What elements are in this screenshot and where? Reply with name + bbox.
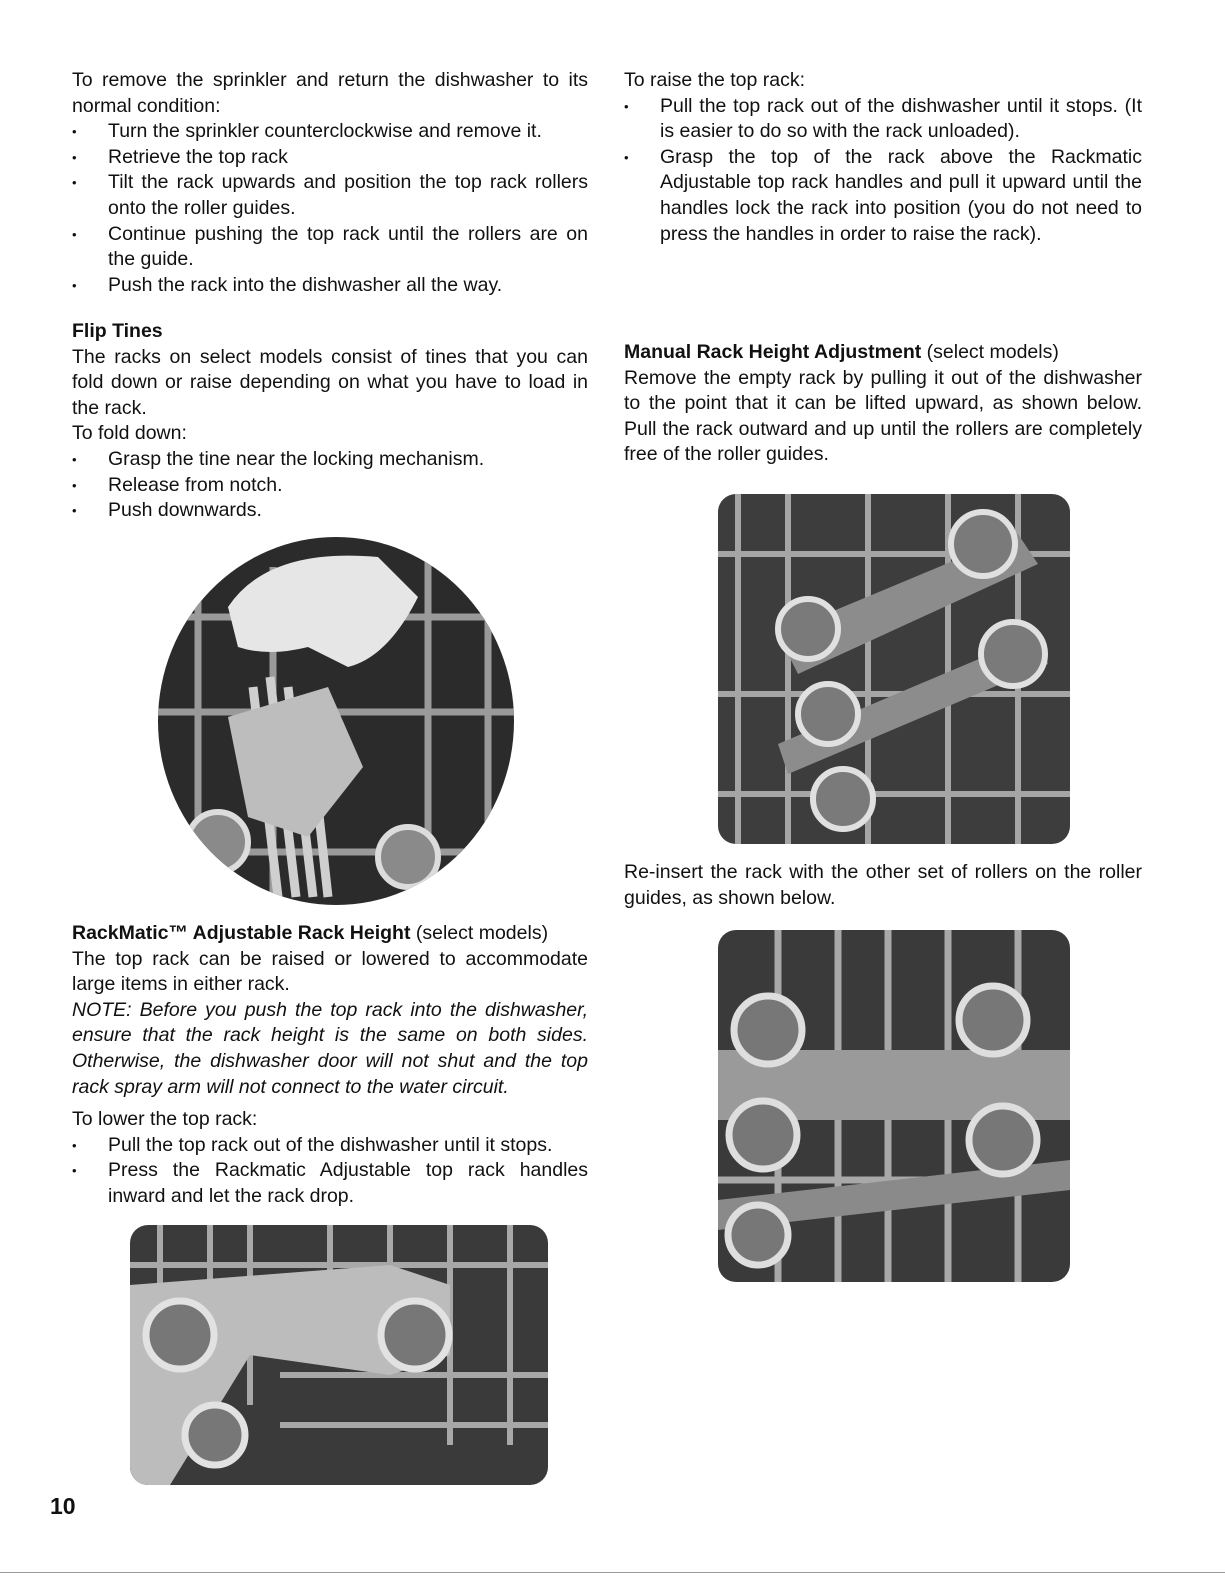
heading-qualifier: (select models): [921, 341, 1059, 363]
section-heading: [624, 340, 1142, 366]
lower-intro: To lower the top rack:: [72, 1108, 258, 1131]
list-item: • Grasp the tine near the locking mechanism.: [72, 447, 588, 473]
heading-bold-text: Manual Rack Height Adjustment: [624, 341, 922, 363]
rackmatic-text: The top rack can be raised or lowered to accommodate large items in either rack.: [72, 947, 588, 996]
reinsert-rack-photo: [718, 930, 1070, 1282]
list-item: • Grasp the top of the rack above the Rackmatic Adjustable top rack handles and pull it upward until the handles lock the rack into position (you do not need to press the handles in order to raise the rack).: [624, 145, 1142, 247]
raise-section: [624, 68, 1142, 247]
fold-down-steps-list: [72, 447, 588, 524]
raise-steps-list: [624, 94, 1142, 248]
page-number: 10: [50, 1493, 76, 1519]
list-item: • Tilt the rack upwards and position the top rack rollers onto the roller guides.: [72, 170, 588, 221]
sprinkler-intro: To remove the sprinkler and return the dishwasher to its normal condition:: [72, 69, 588, 117]
sprinkler-section: [72, 68, 588, 298]
list-item: • Retrieve the top rack: [72, 145, 588, 171]
list-item: • Push the rack into the dishwasher all the way.: [72, 273, 588, 299]
rackmatic-section: [72, 921, 588, 1210]
lower-rack-photo: [130, 1225, 548, 1485]
flip-tines-text: The racks on select models consist of tines that you can fold down or raise depending on what you have to load in the rack.: [72, 345, 588, 419]
raise-intro: To raise the top rack:: [624, 69, 806, 91]
list-item: • Continue pushing the top rack until the rollers are on the guide.: [72, 222, 588, 273]
manual-adjustment-section: [624, 340, 1142, 468]
note-text: NOTE: Before you push the top rack into the dishwasher, ensure that the rack height is the same on both sides. Otherwise, the dishwasher door will not shut and the top rack spray arm will not connect to the water circuit.: [72, 998, 588, 1098]
heading-qualifier: (select models): [410, 922, 549, 944]
reinsert-text: Re-insert the rack with the other set of rollers on the roller guides, as shown below.: [624, 861, 1142, 909]
lower-steps-list: [72, 1133, 588, 1210]
section-heading: Flip Tines: [72, 320, 163, 342]
flip-tines-section: [72, 319, 588, 524]
list-item: • Push downwards.: [72, 498, 588, 524]
sprinkler-steps-list: [72, 119, 588, 298]
list-item: • Turn the sprinkler counterclockwise and remove it.: [72, 119, 588, 145]
list-item: • Release from notch.: [72, 473, 588, 499]
heading-bold-text: RackMatic™ Adjustable Rack Height: [72, 922, 411, 944]
section-heading: [72, 921, 588, 947]
list-item: • Pull the top rack out of the dishwasher until it stops.: [72, 1133, 588, 1159]
reinsert-section: [624, 860, 1142, 911]
flip-tine-photo: [158, 537, 514, 905]
list-item: • Pull the top rack out of the dishwasher until it stops. (It is easier to do so with the rack unloaded).: [624, 94, 1142, 145]
fold-down-intro: To fold down:: [72, 422, 187, 445]
divider: [0, 1572, 1225, 1573]
manual-text: Remove the empty rack by pulling it out of the dishwasher to the point that it can be lifted upward, as shown below. Pull the rack outward and up until the rollers are completely free of the roller guides.: [624, 366, 1142, 466]
lift-rack-photo: [718, 494, 1070, 844]
list-item: • Press the Rackmatic Adjustable top rack handles inward and let the rack drop.: [72, 1158, 588, 1209]
